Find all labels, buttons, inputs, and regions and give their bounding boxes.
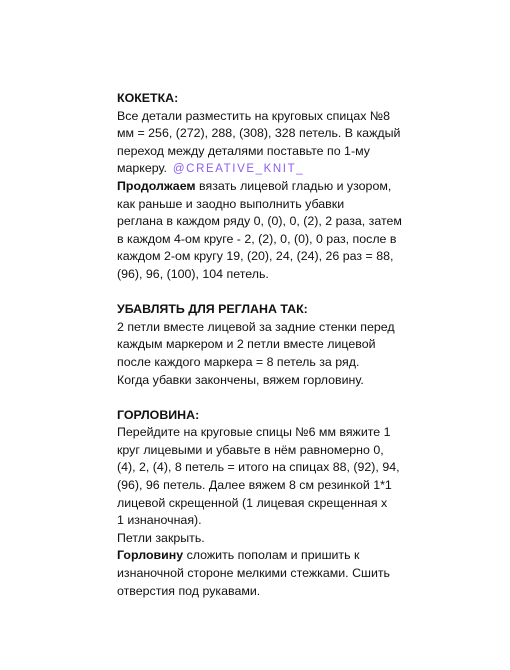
bold-lead: Горловину: [117, 548, 184, 563]
section-heading-koketka: КОКЕТКА:: [117, 91, 179, 105]
text-line: (4), 2, (4), 8 петель = итого на спицах 88, (92), 94,: [117, 460, 400, 475]
knitting-instructions: [117, 90, 407, 600]
text-line: после каждого маркера = 8 петель за ряд.: [117, 354, 360, 369]
text-line: (96), 96, (100), 104 петель.: [117, 266, 269, 281]
text-line: Перейдите на круговые спицы №6 мм вяжите 1: [117, 425, 391, 440]
text-line: как раньше и заодно выполнить убавки: [117, 196, 345, 211]
text-fragment: сложить пополам и пришить к: [183, 548, 360, 563]
section-heading-gorlovina: ГОРЛОВИНА:: [117, 407, 200, 422]
text-line: [117, 178, 407, 196]
text-line: отверстия под рукавами.: [117, 583, 261, 598]
text-fragment: маркеру.: [117, 161, 167, 176]
text-line: 2 петли вместе лицевой за задние стенки перед: [117, 319, 395, 334]
text-line: каждом 2-ом кругу 19, (20), 24, (24), 26 раз = 88,: [117, 249, 394, 264]
text-line: каждым маркером и 2 петли вместе лицевой: [117, 337, 376, 352]
spacer: [117, 389, 407, 407]
text-line: (96), 96 петель. Далее вяжем 8 см резинкой 1*1: [117, 478, 392, 493]
text-line: лицевой скрещенной (1 лицевая скрещенная х: [117, 495, 388, 510]
bold-lead: Продолжаем: [117, 178, 196, 193]
text-line: переход между деталями поставьте по 1-му: [117, 143, 370, 158]
text-line: 1 изнаночная).: [117, 513, 202, 528]
text-line: [117, 547, 407, 565]
text-line: Когда убавки закончены, вяжем горловину.: [117, 372, 364, 387]
text-line: Все детали разместить на круговых спицах №8: [117, 108, 391, 123]
text-line: круг лицевыми и убавьте в нём равномерно 0,: [117, 442, 384, 457]
text-line: [117, 160, 407, 178]
text-line: изнаночной стороне мелкими стежками. Сшить: [117, 566, 391, 581]
text-fragment: вязать лицевой гладью и узором,: [195, 178, 392, 193]
watermark: @CREATIVE_KNIT_: [172, 163, 305, 176]
text-line: в каждом 4-ом круге - 2, (2), 0, (0), 0 раз, после в: [117, 231, 397, 246]
text-line: мм = 256, (272), 288, (308), 328 петель. В каждый: [117, 126, 401, 141]
text-line: реглана в каждом ряду 0, (0), 0, (2), 2 раза, затем: [117, 214, 402, 229]
section-heading-raglan: УБАВЛЯТЬ ДЛЯ РЕГЛАНА ТАК:: [117, 302, 308, 317]
spacer: [117, 284, 407, 302]
text-line: Петли закрыть.: [117, 530, 205, 545]
